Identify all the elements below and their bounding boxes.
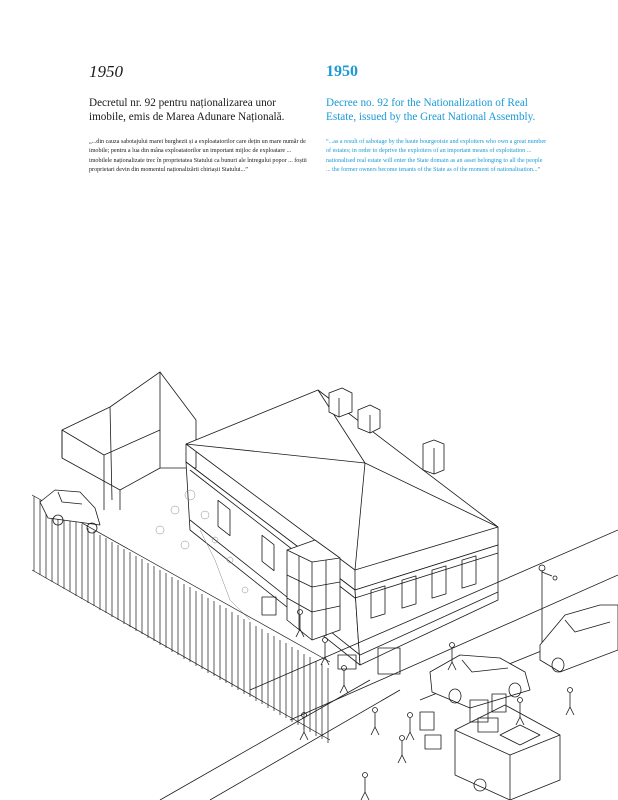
moving-truck bbox=[455, 694, 560, 800]
picket-fence bbox=[32, 495, 330, 743]
decree-quote-en: “...as a result of sabotage by the haute bourgeoisie and exploiters who own a great number of estates; in order to deprive the exploiters of an important means of exploitation ... nationalised real estate will enter the State domain as an asset belonging to all the people ... the former owners become tenants of the State as of the moment of nationalisation...” bbox=[326, 139, 547, 173]
old-car-right bbox=[540, 605, 618, 672]
english-column bbox=[326, 62, 548, 175]
decree-quote-ro: „...din cauza sabotajului marei burghezii și a exploatatorilor care dețin un mare număr de imobile; pentru a lua din mâna exploatatorilor un important mijloc de exploatare ... imobilele naționalizate trec în proprietatea Statului ca bunuri ale întregului popor ... foștii proprietari devin din momentul naționalizării chiriașii Statului...” bbox=[89, 139, 307, 173]
year-heading-en: 1950 bbox=[326, 63, 358, 80]
year-heading-ro: 1950 bbox=[89, 62, 123, 81]
romanian-column bbox=[89, 62, 307, 175]
decree-title-ro: Decretul nr. 92 pentru naționalizarea unor imobile, emis de Marea Adunare Națională. bbox=[89, 97, 285, 123]
glass-veranda bbox=[287, 540, 340, 640]
annex-building bbox=[62, 372, 196, 510]
decree-title-en: Decree no. 92 for the Nationalization of Real Estate, issued by the Great National Assembly. bbox=[326, 97, 536, 123]
isometric-house-illustration bbox=[0, 360, 618, 800]
